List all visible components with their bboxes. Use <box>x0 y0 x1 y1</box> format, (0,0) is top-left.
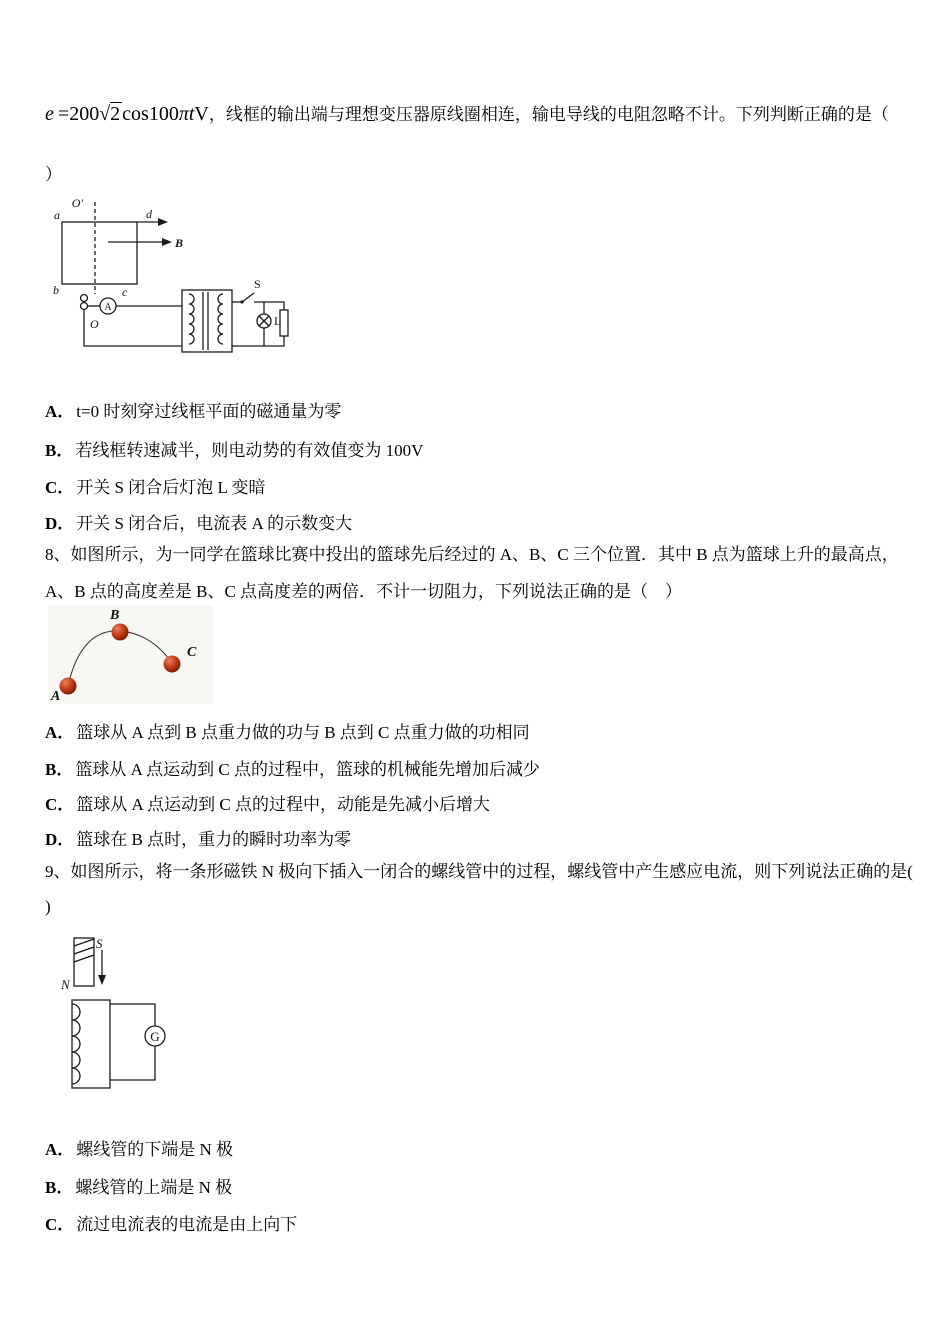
q9-number: 9、 <box>45 862 71 881</box>
q7-option-A <box>45 397 341 422</box>
label-point-C: C <box>187 645 197 660</box>
option-label: D． <box>45 830 75 849</box>
q7-option-B <box>45 436 423 461</box>
q7-intro-line <box>45 100 889 126</box>
option-label: B． <box>45 760 74 779</box>
wire-bottom-rail <box>232 336 284 346</box>
q9-close-paren: ) <box>45 897 51 916</box>
formula-cos: cos100 <box>122 103 179 125</box>
option-text: 开关 S 闭合后灯泡 L 变暗 <box>76 478 266 497</box>
q7-option-D <box>45 509 352 534</box>
option-text: 篮球在 B 点时，重力的瞬时功率为零 <box>76 830 352 849</box>
formula-radicand: 2 <box>110 103 121 125</box>
label-b-corner: b <box>53 283 59 297</box>
label-c-corner: c <box>122 285 128 299</box>
radical-sign: √ <box>99 103 111 125</box>
circuit-figure <box>50 194 294 366</box>
switch-pivot <box>240 300 243 303</box>
option-text: 若线框转速减半，则电动势的有效值变为 100V <box>75 441 424 460</box>
solenoid-figure <box>52 928 182 1108</box>
magnet-hatch-3 <box>74 955 94 962</box>
wire-top <box>110 1004 155 1026</box>
transformer-box <box>182 290 232 352</box>
option-text: 篮球从 A 点运动到 C 点的过程中，篮球的机械能先增加后减少 <box>75 760 541 779</box>
magnet-hatch-1 <box>74 939 94 946</box>
option-label: C． <box>45 478 75 497</box>
slip-ring-top <box>81 295 88 302</box>
label-o: O <box>90 317 99 331</box>
wire-bottom <box>110 1046 155 1080</box>
label-n-pole: N <box>61 977 70 992</box>
option-text: 螺线管的下端是 N 极 <box>76 1140 234 1159</box>
option-label: D． <box>45 514 75 533</box>
secondary-coil <box>218 294 223 344</box>
q9-option-B <box>45 1173 232 1198</box>
wire-bottom-left <box>84 310 182 346</box>
label-galvanometer: G <box>150 1029 160 1044</box>
q7-formula <box>45 102 209 125</box>
basketball-figure <box>48 606 213 704</box>
option-text: 流过电流表的电流是由上向下 <box>76 1215 298 1234</box>
q8-text: 如图所示，为一同学在篮球比赛中投出的篮球先后经过的 A、B、C 三个位置．其中 B 点为篮球上升的最高点，A、B 点的高度差是 B、C 点高度差的两倍．不计一切阻力，下列说法正确的是（ ） <box>45 545 899 601</box>
option-text: 开关 S 闭合后，电流表 A 的示数变大 <box>76 514 353 533</box>
primary-coil <box>189 294 194 344</box>
arrow-b-head <box>162 238 172 246</box>
q9-option-C <box>45 1210 297 1235</box>
label-s-pole: S <box>96 936 103 951</box>
option-label: A． <box>45 723 75 742</box>
option-text: 螺线管的上端是 N 极 <box>75 1178 233 1197</box>
option-label: A． <box>45 402 75 421</box>
label-ammeter: A <box>104 302 112 313</box>
q8-option-B <box>45 755 540 780</box>
coil-frame <box>62 222 137 284</box>
label-point-B: B <box>110 608 120 623</box>
solenoid-turns <box>72 1004 80 1084</box>
ball-C <box>164 656 181 673</box>
formula-angle: πt <box>178 103 195 125</box>
q7-close-paren: ） <box>45 165 62 184</box>
option-label: A． <box>45 1140 75 1159</box>
wire-top-rail <box>254 302 284 310</box>
label-a: a <box>54 208 60 222</box>
option-label: B． <box>45 1178 74 1197</box>
label-switch: S <box>254 277 261 291</box>
formula-e: e <box>45 103 54 125</box>
magnet-hatch-2 <box>74 947 94 954</box>
label-d: d <box>146 207 152 221</box>
q9-question-text <box>45 857 913 882</box>
label-point-A: A <box>51 689 61 704</box>
insert-arrow-head <box>98 975 106 985</box>
arrow-d-head <box>158 218 168 226</box>
label-o-prime: O′ <box>71 196 83 210</box>
option-text: 篮球从 A 点到 B 点重力做的功与 B 点到 C 点重力做的功相同 <box>76 723 530 742</box>
solenoid-body <box>72 1000 110 1088</box>
slip-ring-bottom <box>81 303 88 310</box>
switch-symbol <box>242 293 254 302</box>
formula-eq: = <box>57 103 70 125</box>
q7-intro-text: ，线框的输出端与理想变压器原线圈相连，输电导线的电阻忽略不计。下列判断正确的是（ <box>208 105 889 124</box>
label-b-field: B <box>175 236 184 250</box>
option-label: C． <box>45 1215 75 1234</box>
option-label: B． <box>45 441 74 460</box>
q8-question-text <box>45 536 917 610</box>
option-label: C． <box>45 795 75 814</box>
q8-option-A <box>45 718 530 743</box>
option-text: 篮球从 A 点运动到 C 点的过程中，动能是先减小后增大 <box>76 795 490 814</box>
formula-unit: V <box>194 103 209 125</box>
q7-option-C <box>45 473 266 498</box>
formula-coef: 200 <box>69 103 100 125</box>
q8-option-C <box>45 790 490 815</box>
option-text: t=0 时刻穿过线框平面的磁通量为零 <box>76 402 342 421</box>
ball-A <box>60 678 77 695</box>
q8-number: 8、 <box>45 545 71 564</box>
q9-text: 如图所示，将一条形磁铁 N 极向下插入一闭合的螺线管中的过程，螺线管中产生感应电流，则下列说法正确的是( <box>70 862 913 881</box>
ball-B <box>112 624 129 641</box>
q9-option-A <box>45 1135 233 1160</box>
q8-option-D <box>45 825 351 850</box>
label-lamp: L <box>274 314 282 328</box>
